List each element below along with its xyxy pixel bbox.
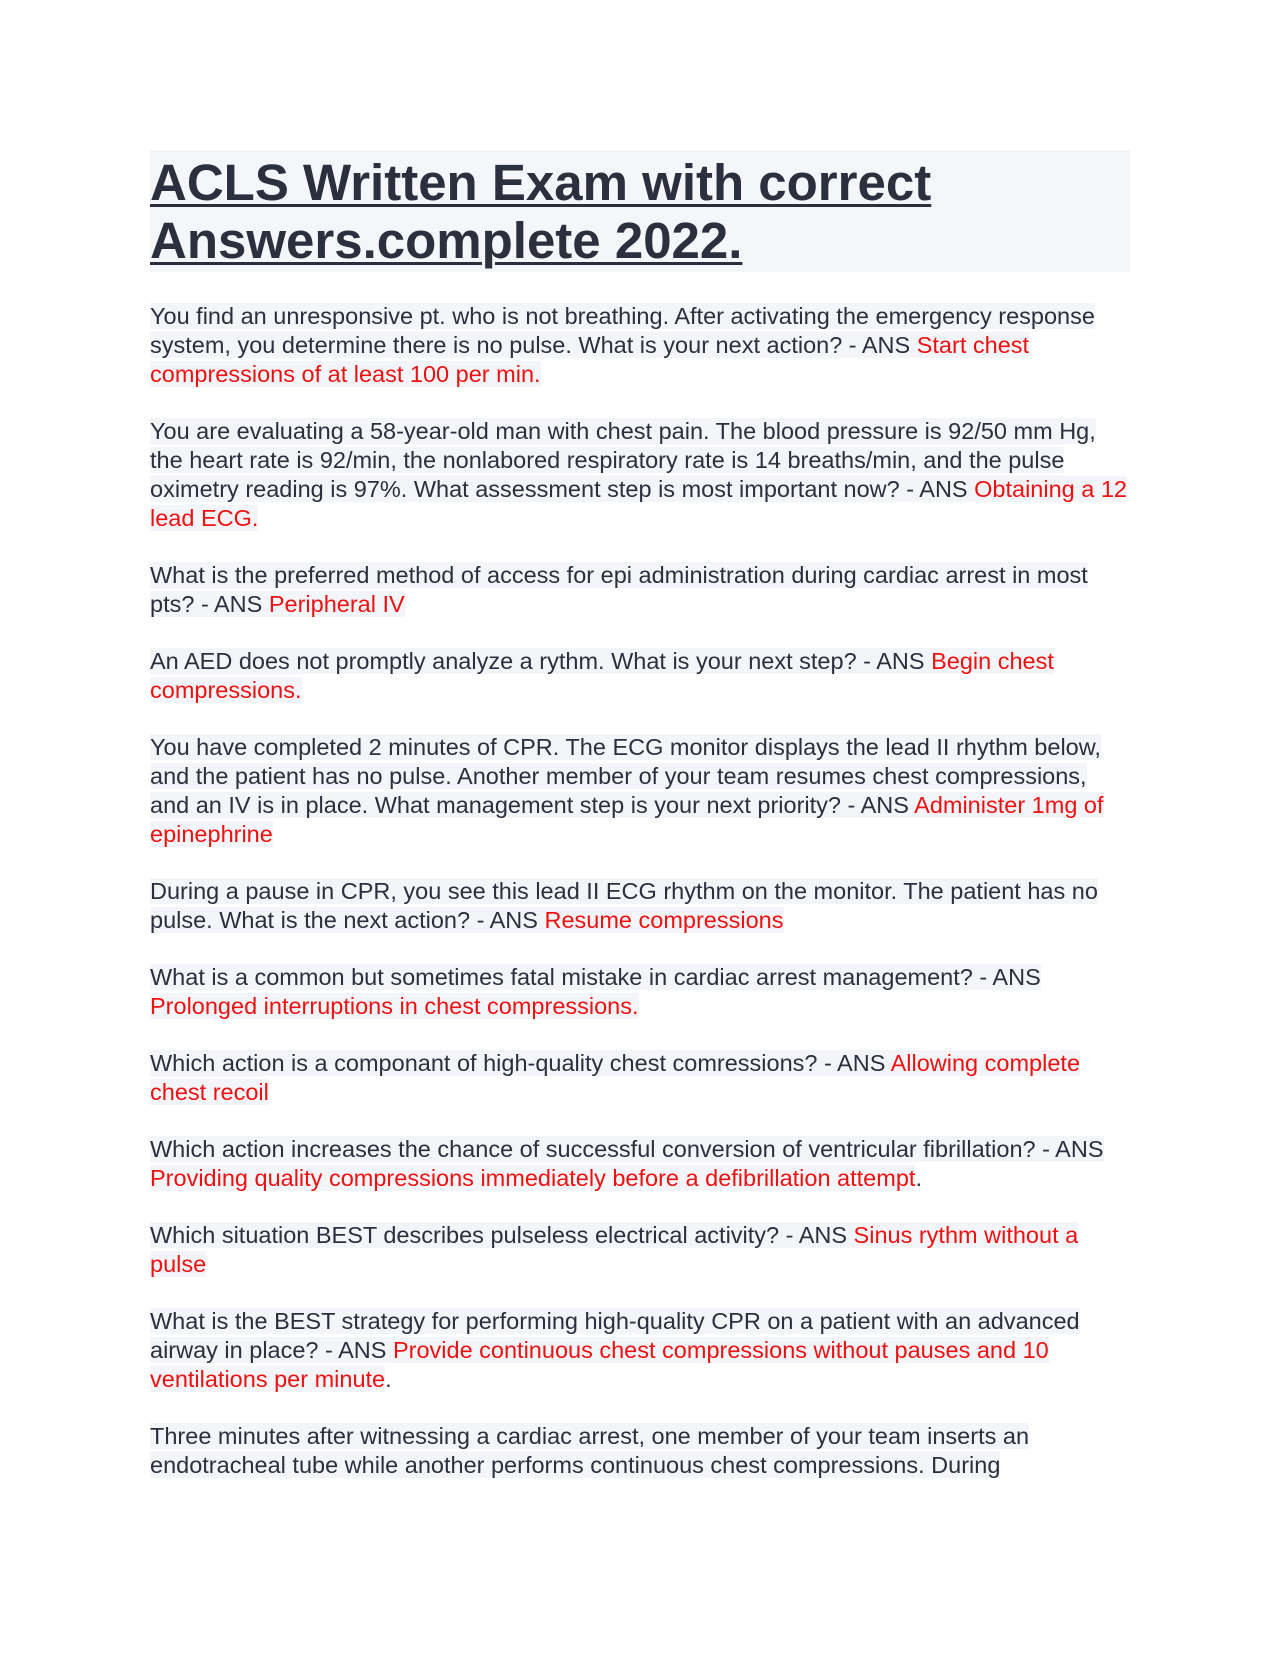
qa-item-2: [150, 417, 1130, 533]
answer-text: Start chest compressions of at least 100 per min.: [150, 332, 1030, 387]
qa-item-8: [150, 1049, 1130, 1107]
answer-text: Resume compressions: [544, 907, 784, 933]
answer-text: Provide continuous chest compressions without pauses and 10 ventilations per minute: [150, 1337, 1049, 1392]
trailing-text: .: [385, 1366, 392, 1392]
question-text: An AED does not promptly analyze a rythm. What is your next step? - ANS: [150, 648, 932, 674]
qa-item-3: [150, 561, 1130, 619]
qa-item-1: [150, 302, 1130, 389]
question-text: You are evaluating a 58-year-old man with chest pain. The blood pressure is 92/50 mm Hg, the heart rate is 92/min, the nonlabored respiratory rate is 14 breaths/min, and the pulse oximetry reading is 97%. What assessment step is most important now? - ANS: [150, 418, 1096, 502]
qa-item-10: [150, 1221, 1130, 1279]
question-text: What is the preferred method of access for epi administration during cardiac arrest in most pts? - ANS: [150, 562, 1088, 617]
answer-text: Begin chest compressions.: [150, 648, 1054, 703]
qa-item-6: [150, 877, 1130, 935]
question-text: Which action increases the chance of successful conversion of ventricular fibrillation? - ANS: [150, 1136, 1104, 1162]
answer-text: Obtaining a 12 lead ECG.: [150, 476, 1128, 531]
qa-item-5: [150, 733, 1130, 849]
document-page: [150, 150, 1130, 1508]
qa-item-7: [150, 963, 1130, 1021]
qa-item-11: [150, 1307, 1130, 1394]
question-text: Which situation BEST describes pulseless electrical activity? - ANS: [150, 1222, 854, 1248]
question-text: Three minutes after witnessing a cardiac arrest, one member of your team inserts an endotracheal tube while another performs continuous chest compressions. During: [150, 1423, 1030, 1478]
answer-text: Allowing complete chest recoil: [150, 1050, 1081, 1105]
answer-text: Sinus rythm without a pulse: [150, 1222, 1079, 1277]
question-text: You have completed 2 minutes of CPR. The ECG monitor displays the lead II rhythm below, and the patient has no pulse. Another member of your team resumes chest compressions, and an IV is in place. What management step is your next priority? - ANS: [150, 734, 1101, 818]
qa-item-4: [150, 647, 1130, 705]
answer-text: Prolonged interruptions in chest compressions.: [150, 993, 639, 1019]
question-text: You find an unresponsive pt. who is not breathing. After activating the emergency response system, you determine there is no pulse. What is your next action? - ANS: [150, 303, 1095, 358]
document-title: ACLS Written Exam with correct Answers.complete 2022.: [150, 150, 1130, 272]
answer-text: Administer 1mg of epinephrine: [150, 792, 1104, 847]
question-text: What is a common but sometimes fatal mistake in cardiac arrest management? - ANS: [150, 964, 1041, 990]
answer-text: Providing quality compressions immediately before a defibrillation attempt: [150, 1165, 916, 1191]
answer-text: Peripheral IV: [268, 591, 405, 617]
qa-item-12: [150, 1422, 1130, 1480]
question-text: During a pause in CPR, you see this lead II ECG rhythm on the monitor. The patient has no pulse. What is the next action? - ANS: [150, 878, 1098, 933]
qa-item-9: [150, 1135, 1130, 1193]
question-text: Which action is a componant of high-quality chest comressions? - ANS: [150, 1050, 891, 1076]
question-text: What is the BEST strategy for performing high-quality CPR on a patient with an advanced airway in place? - ANS: [150, 1308, 1080, 1363]
trailing-text: .: [915, 1165, 922, 1191]
